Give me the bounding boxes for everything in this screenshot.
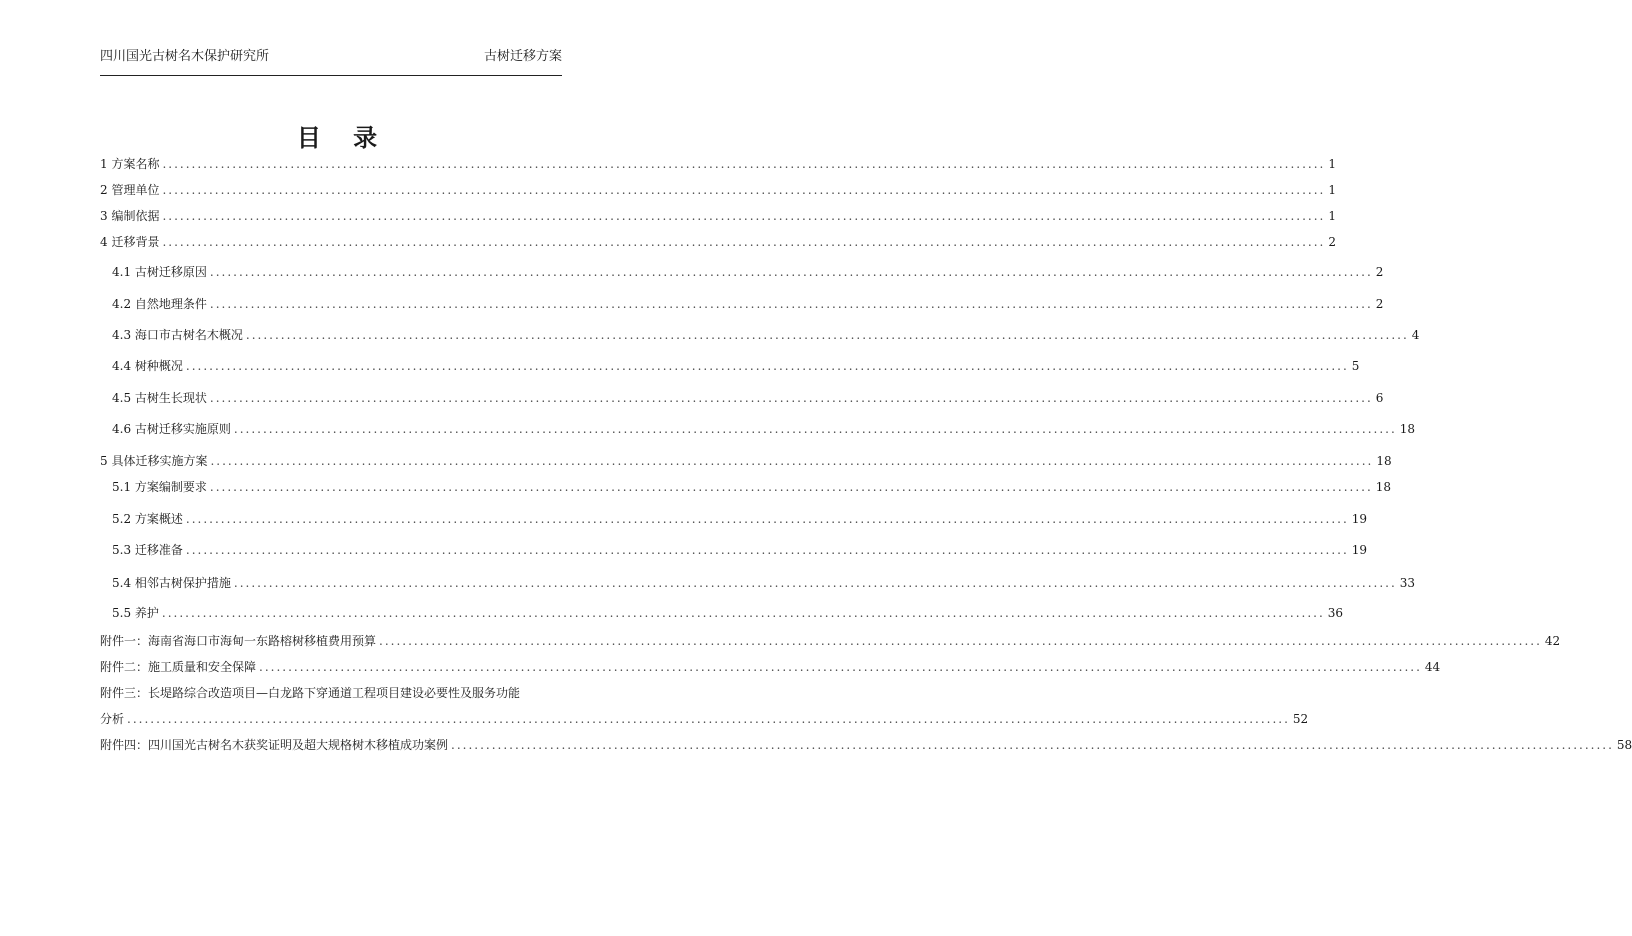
toc-leader: ........................................................................................................................................................................................................ <box>233 576 1397 590</box>
toc-label: 附件二：施工质量和安全保障 <box>100 660 257 674</box>
toc-label: 4 迁移背景 <box>100 235 160 249</box>
toc-page: 1 <box>1328 209 1336 223</box>
toc-page: 2 <box>1375 297 1384 311</box>
toc-page: 18 <box>1376 454 1392 468</box>
toc-label: 1 方案名称 <box>100 157 160 171</box>
toc-leader: ........................................................................................................................................................................................................ <box>245 328 1409 342</box>
toc-entry[interactable] <box>100 441 1392 473</box>
toc-leader: ........................................................................................................................................................................................................ <box>209 480 1373 494</box>
header-rule <box>100 75 562 76</box>
toc-label: 5.4 相邻古树保护措施 <box>112 576 231 590</box>
toc-leader: ........................................................................................................................................................................................................ <box>185 543 1349 557</box>
toc-entry[interactable] <box>100 150 1336 176</box>
toc-page: 42 <box>1544 634 1561 648</box>
toc-leader: ........................................................................................................................................................................................................ <box>209 297 1373 311</box>
toc-page: 52 <box>1292 712 1309 726</box>
toc-entry[interactable] <box>100 202 1336 228</box>
toc-entry[interactable] <box>100 531 1368 562</box>
toc-leader: ........................................................................................................................................................................................................ <box>162 209 1326 223</box>
toc-leader: ........................................................................................................................................................................................................ <box>185 512 1349 526</box>
toc-page: 36 <box>1327 606 1344 620</box>
toc-page: 19 <box>1351 543 1368 557</box>
toc-leader: ........................................................................................................................................................................................................ <box>379 634 1542 648</box>
toc-leader: ........................................................................................................................................................................................................ <box>233 422 1397 436</box>
toc-entry[interactable] <box>100 595 1344 625</box>
toc-label: 5.5 养护 <box>112 606 159 620</box>
toc-leader: ........................................................................................................................................................................................................ <box>162 183 1326 197</box>
toc-leader: ........................................................................................................................................................................................................ <box>209 391 1373 405</box>
toc-page: 2 <box>1328 235 1336 249</box>
toc-entry[interactable] <box>100 378 1384 410</box>
toc-leader: ........................................................................................................................................................................................................ <box>162 235 1326 249</box>
toc-label: 5 具体迁移实施方案 <box>100 454 208 468</box>
toc-label: 5.2 方案概述 <box>112 512 183 526</box>
toc-entry[interactable] <box>100 228 1336 254</box>
toc-entry[interactable] <box>100 284 1384 316</box>
toc-label: 4.5 古树生长现状 <box>112 391 207 405</box>
toc-leader: ........................................................................................................................................................................................................ <box>185 359 1349 373</box>
toc-leader: ........................................................................................................................................................................................................ <box>451 738 1614 752</box>
toc-page: 18 <box>1399 422 1416 436</box>
page-header <box>100 45 562 65</box>
toc-entry[interactable] <box>100 347 1360 378</box>
toc-leader: ........................................................................................................................................................................................................ <box>259 660 1422 674</box>
toc-entry[interactable] <box>100 254 1384 284</box>
toc-label: 4.2 自然地理条件 <box>112 297 207 311</box>
toc-entry[interactable] <box>100 176 1336 202</box>
toc-leader: ........................................................................................................................................................................................................ <box>161 606 1325 620</box>
toc-page: 1 <box>1328 157 1336 171</box>
toc-entry[interactable] <box>100 316 1420 347</box>
toc-label: 2 管理单位 <box>100 183 160 197</box>
toc-entry[interactable] <box>100 562 1416 595</box>
toc-label: 4.4 树种概况 <box>112 359 183 373</box>
toc-label-continued: 分析 <box>100 712 125 726</box>
header-document-title: 古树迁移方案 <box>483 49 562 64</box>
toc-entry[interactable] <box>100 653 1441 679</box>
toc-entry-multiline[interactable] <box>100 679 562 705</box>
toc-label: 3 编制依据 <box>100 209 160 223</box>
toc-entry-continuation[interactable] <box>100 705 1309 731</box>
toc-page: 19 <box>1351 512 1368 526</box>
toc-page: 2 <box>1375 265 1384 279</box>
toc-title: 目 录 <box>296 123 390 152</box>
toc-label: 5.3 迁移准备 <box>112 543 183 557</box>
toc-page: 44 <box>1424 660 1441 674</box>
toc-entry[interactable] <box>100 625 1561 653</box>
table-of-contents <box>100 150 1632 757</box>
toc-page: 58 <box>1616 738 1632 752</box>
toc-entry[interactable] <box>100 473 1392 499</box>
toc-label: 附件一：海南省海口市海甸一东路榕树移植费用预算 <box>100 634 377 648</box>
toc-page: 18 <box>1375 480 1392 494</box>
toc-leader: ........................................................................................................................................................................................................ <box>127 712 1290 726</box>
header-organization: 四川国光古树名木保护研究所 <box>100 49 270 64</box>
toc-leader: ........................................................................................................................................................................................................ <box>210 454 1374 468</box>
toc-page: 1 <box>1328 183 1336 197</box>
toc-label: 4.1 古树迁移原因 <box>112 265 207 279</box>
toc-entry[interactable] <box>100 499 1368 531</box>
toc-label: 4.6 古树迁移实施原则 <box>112 422 231 436</box>
toc-page: 33 <box>1399 576 1416 590</box>
toc-label: 附件三：长堤路综合改造项目—白龙路下穿通道工程项目建设必要性及服务功能 <box>100 686 521 700</box>
toc-label: 5.1 方案编制要求 <box>112 480 207 494</box>
toc-page: 4 <box>1411 328 1420 342</box>
toc-page: 6 <box>1375 391 1384 405</box>
toc-page: 5 <box>1351 359 1360 373</box>
toc-leader: ........................................................................................................................................................................................................ <box>209 265 1373 279</box>
toc-entry[interactable] <box>100 410 1416 441</box>
toc-leader: ........................................................................................................................................................................................................ <box>162 157 1326 171</box>
toc-label: 附件四：四川国光古树名木获奖证明及超大规格树木移植成功案例 <box>100 738 449 752</box>
toc-entry[interactable] <box>100 731 1632 757</box>
toc-label: 4.3 海口市古树名木概况 <box>112 328 243 342</box>
